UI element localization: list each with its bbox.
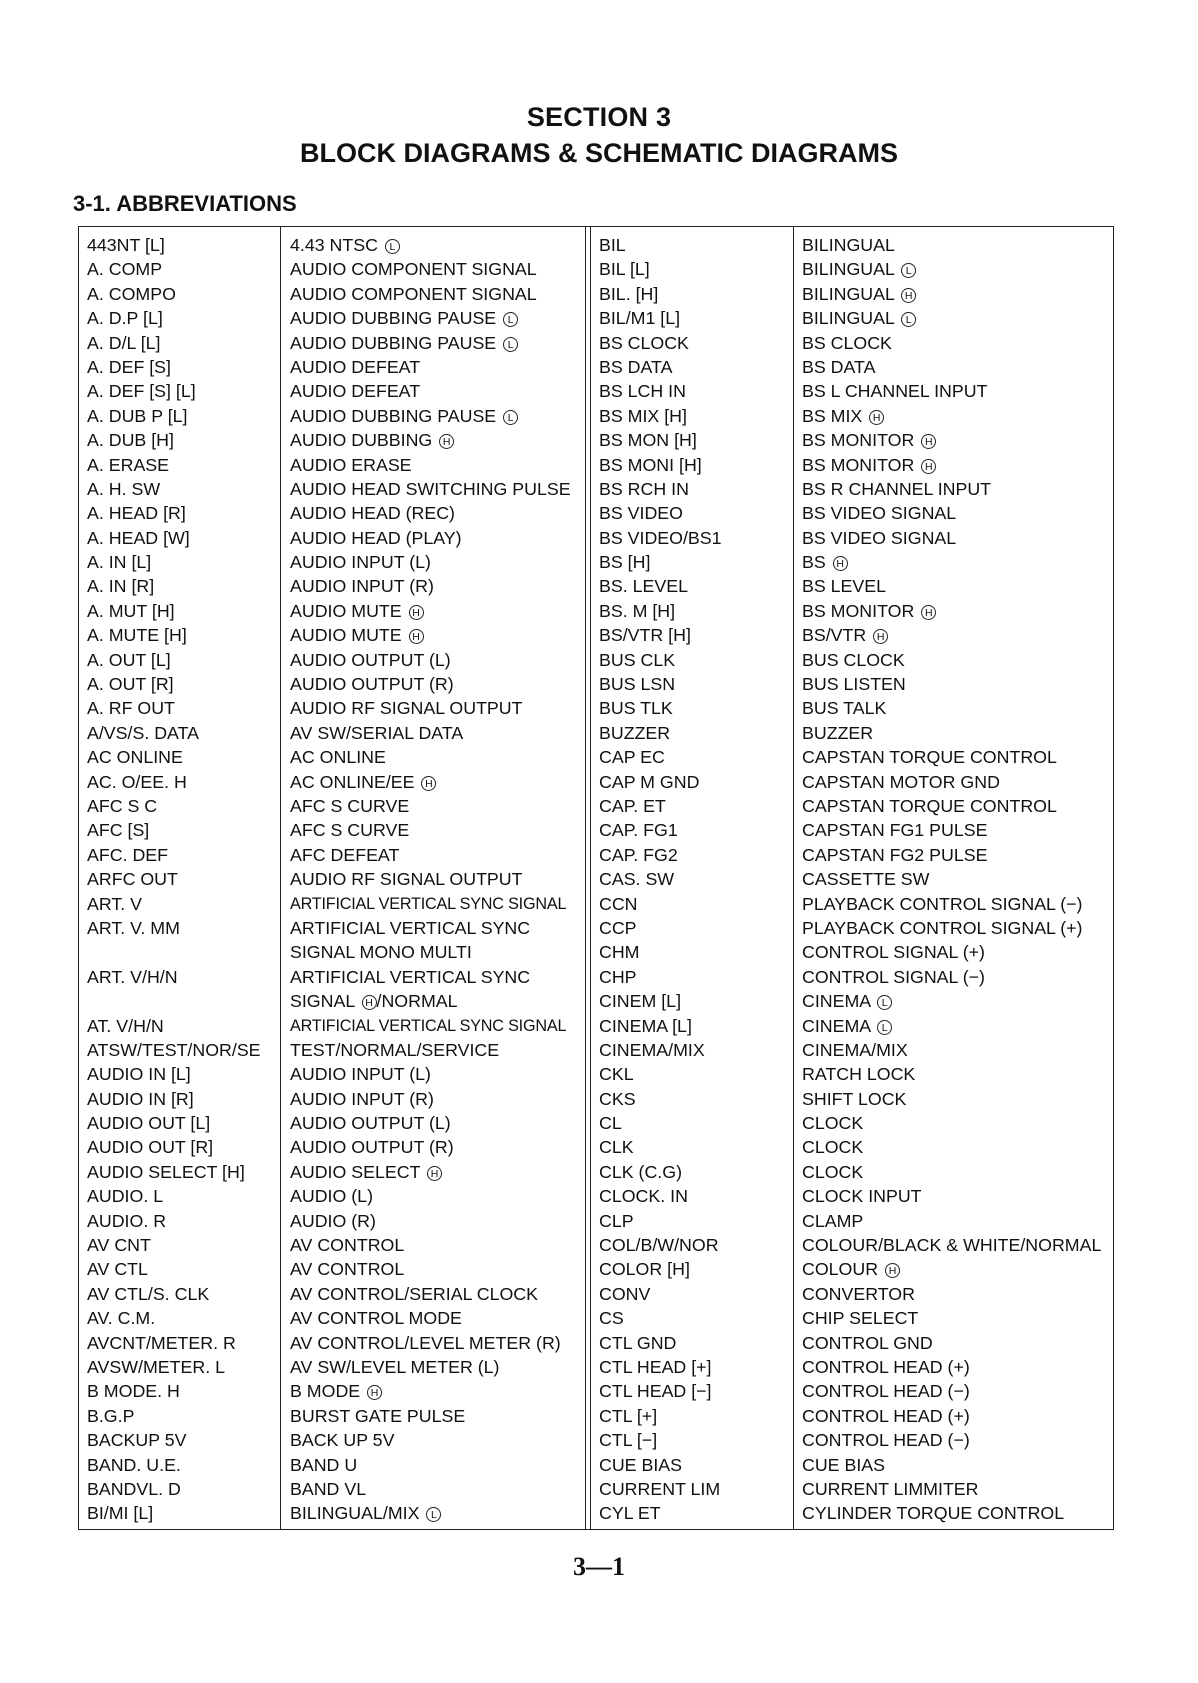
abbreviation-meaning: CONTROL HEAD (−) xyxy=(802,1381,970,1402)
abbreviation-term: AUDIO OUT [R] xyxy=(87,1137,214,1158)
abbreviation-meaning: CHIP SELECT xyxy=(802,1308,919,1329)
circled-h-icon: H xyxy=(362,995,377,1010)
abbreviation-term: AVSW/METER. L xyxy=(87,1356,225,1377)
abbreviation-term: BS VIDEO/BS1 xyxy=(599,527,722,548)
abbreviation-meaning: B MODE H xyxy=(290,1379,571,1403)
abbreviation-meaning: RATCH LOCK xyxy=(802,1064,916,1085)
abbreviation-term: 443NT [L] xyxy=(87,235,165,255)
abbreviation-term: CHP xyxy=(599,966,637,987)
page-number: 3—1 xyxy=(573,1552,625,1581)
abbreviation-meaning: BILINGUAL xyxy=(802,235,895,255)
abbreviation-meaning: AUDIO RF SIGNAL OUTPUT xyxy=(290,698,523,719)
circled-h-icon: H xyxy=(921,459,936,474)
abbreviation-meaning: AV CONTROL/LEVEL METER (R) xyxy=(290,1332,561,1353)
abbreviation-term: CTL [−] xyxy=(599,1430,658,1451)
abbreviation-meaning: 4.43 NTSC L xyxy=(290,233,571,257)
column-divider xyxy=(585,227,586,1529)
abbreviation-meaning: SIGNAL MONO MULTI xyxy=(290,942,472,963)
abbreviation-meaning: CONTROL HEAD (−) xyxy=(802,1430,970,1451)
abbreviation-term: A/VS/S. DATA xyxy=(87,722,199,743)
abbreviation-meaning: CLOCK xyxy=(802,1161,864,1182)
circled-h-icon: H xyxy=(421,776,436,791)
abbreviation-meaning: AUDIO OUTPUT (L) xyxy=(290,1113,451,1134)
abbreviation-term: A. OUT [L] xyxy=(87,649,171,670)
abbreviation-meaning: CASSETTE SW xyxy=(802,869,930,890)
abbreviation-term: CLK (C.G) xyxy=(599,1161,682,1182)
abbreviation-term: AUDIO IN [L] xyxy=(87,1064,191,1085)
abbreviation-meaning: SHIFT LOCK xyxy=(802,1088,907,1109)
abbreviation-term: CKL xyxy=(599,1064,634,1085)
abbreviation-term: A. H. SW xyxy=(87,478,161,499)
abbreviation-term: BS. LEVEL xyxy=(599,576,688,597)
abbreviation-term: ART. V. MM xyxy=(87,917,180,938)
abbreviation-meaning: CAPSTAN FG1 PULSE xyxy=(802,820,988,841)
circled-h-icon: H xyxy=(885,1263,900,1278)
abbreviation-meaning: BS VIDEO SIGNAL xyxy=(802,503,957,524)
abbreviation-term: AV CNT xyxy=(87,1235,151,1256)
abbreviation-meaning: CONTROL GND xyxy=(802,1332,933,1353)
abbreviation-term: A. DEF [S] xyxy=(87,356,171,377)
abbreviation-meaning: BURST GATE PULSE xyxy=(290,1405,466,1426)
abbreviation-term: AUDIO. R xyxy=(87,1210,167,1231)
abbreviation-term: AT. V/H/N xyxy=(87,1015,164,1036)
abbreviation-meaning: CINEMA L xyxy=(802,1014,1101,1038)
abbreviation-meaning: BAND VL xyxy=(290,1478,367,1499)
left-abbreviation-column xyxy=(87,233,261,1526)
abbreviation-meaning: AUDIO MUTE H xyxy=(290,623,571,647)
abbreviation-term: A. COMP xyxy=(87,259,163,280)
abbreviation-meaning: CONVERTOR xyxy=(802,1283,915,1304)
abbreviation-meaning: CONTROL SIGNAL (−) xyxy=(802,966,985,987)
abbreviation-term: CS xyxy=(599,1308,624,1329)
abbreviation-term: B MODE. H xyxy=(87,1381,180,1402)
abbreviation-meaning: AUDIO RF SIGNAL OUTPUT xyxy=(290,869,523,890)
circled-l-icon: L xyxy=(877,1020,892,1035)
abbreviation-meaning: CLAMP xyxy=(802,1210,864,1231)
circled-l-icon: L xyxy=(426,1507,441,1522)
abbreviation-meaning: AUDIO INPUT (L) xyxy=(290,552,431,573)
abbreviation-term: AUDIO. L xyxy=(87,1186,164,1207)
abbreviation-term: CURRENT LIM xyxy=(599,1478,721,1499)
abbreviation-meaning: ARTIFICIAL VERTICAL SYNC xyxy=(290,917,531,938)
abbreviation-term: AFC [S] xyxy=(87,820,150,841)
abbreviation-meaning: BILINGUAL H xyxy=(802,282,1101,306)
circled-h-icon: H xyxy=(409,605,424,620)
abbreviation-term: BIL [L] xyxy=(599,259,650,280)
abbreviation-meaning: BS DATA xyxy=(802,356,876,377)
abbreviation-term: BIL xyxy=(599,235,626,255)
abbreviation-meaning: SIGNAL H /NORMAL xyxy=(290,991,458,1012)
abbreviation-meaning: AC ONLINE/EE H xyxy=(290,770,571,794)
abbreviation-term: BS LCH IN xyxy=(599,381,686,402)
abbreviation-term: BI/MI [L] xyxy=(87,1503,154,1524)
abbreviation-meaning: AC ONLINE xyxy=(290,747,386,768)
abbreviation-term: CAP EC xyxy=(599,747,665,768)
abbreviation-term: CLP xyxy=(599,1210,634,1231)
column-divider xyxy=(793,227,794,1529)
abbreviation-term: A. D/L [L] xyxy=(87,332,161,353)
abbreviation-meaning: CLOCK xyxy=(802,1137,864,1158)
abbreviation-meaning: AV CONTROL MODE xyxy=(290,1308,462,1329)
right-meaning-column xyxy=(802,233,1101,1526)
abbreviation-term: CCP xyxy=(599,917,637,938)
abbreviation-term: CAP. ET xyxy=(599,795,666,816)
abbreviation-meaning: BILINGUAL L xyxy=(802,257,1101,281)
column-divider xyxy=(280,227,281,1529)
abbreviation-meaning: AUDIO ERASE xyxy=(290,454,412,475)
abbreviation-term: BS CLOCK xyxy=(599,332,689,353)
circled-h-icon: H xyxy=(921,605,936,620)
abbreviation-meaning: AUDIO HEAD (REC) xyxy=(290,503,455,524)
abbreviation-meaning: BILINGUAL L xyxy=(802,306,1101,330)
abbreviation-meaning: ARTIFICIAL VERTICAL SYNC xyxy=(290,966,531,987)
abbreviation-meaning: COLOUR H xyxy=(802,1257,1101,1281)
abbreviation-term: A. OUT [R] xyxy=(87,674,174,695)
abbreviation-term xyxy=(87,989,261,1013)
abbreviation-meaning: AUDIO DUBBING PAUSE L xyxy=(290,306,571,330)
abbreviation-meaning: AV CONTROL/SERIAL CLOCK xyxy=(290,1283,539,1304)
abbreviation-term: BS [H] xyxy=(599,552,651,573)
abbreviation-meaning: AFC S CURVE xyxy=(290,820,410,841)
abbreviation-term: BANDVL. D xyxy=(87,1478,181,1499)
abbreviation-term: ATSW/TEST/NOR/SE xyxy=(87,1039,261,1060)
abbreviation-term: AV CTL/S. CLK xyxy=(87,1283,210,1304)
abbreviation-term: A. IN [L] xyxy=(87,552,152,573)
abbreviation-meaning: CYLINDER TORQUE CONTROL xyxy=(802,1503,1065,1524)
abbreviations-heading: 3-1. ABBREVIATIONS xyxy=(73,191,297,216)
circled-l-icon: L xyxy=(901,263,916,278)
circled-h-icon: H xyxy=(873,629,888,644)
circled-l-icon: L xyxy=(503,312,518,327)
abbreviation-term: BUZZER xyxy=(599,722,671,743)
abbreviation-term: A. DUB [H] xyxy=(87,430,174,451)
abbreviation-meaning: AUDIO SELECT H xyxy=(290,1160,571,1184)
abbreviation-meaning: BAND U xyxy=(290,1454,358,1475)
abbreviation-term: B.G.P xyxy=(87,1405,135,1426)
abbreviation-meaning: CURRENT LIMMITER xyxy=(802,1478,979,1499)
abbreviation-term: CAP. FG2 xyxy=(599,844,678,865)
circled-h-icon: H xyxy=(367,1385,382,1400)
abbreviation-term: A. D.P [L] xyxy=(87,308,163,329)
abbreviation-meaning: AUDIO OUTPUT (L) xyxy=(290,649,451,670)
abbreviation-meaning: ARTIFICIAL VERTICAL SYNC SIGNAL xyxy=(290,894,567,913)
abbreviation-term: A. MUT [H] xyxy=(87,600,175,621)
abbreviation-meaning: AUDIO INPUT (R) xyxy=(290,576,434,597)
abbreviation-meaning: BS H xyxy=(802,550,1101,574)
page-title: BLOCK DIAGRAMS & SCHEMATIC DIAGRAMS xyxy=(300,138,898,168)
abbreviation-term: BACKUP 5V xyxy=(87,1430,187,1451)
abbreviation-term: A. HEAD [W] xyxy=(87,527,190,548)
circled-l-icon: L xyxy=(503,410,518,425)
abbreviation-term: BUS LSN xyxy=(599,674,676,695)
circled-h-icon: H xyxy=(901,288,916,303)
abbreviation-term: CINEMA [L] xyxy=(599,1015,692,1036)
abbreviation-meaning: BS L CHANNEL INPUT xyxy=(802,381,988,402)
abbreviation-meaning: CINEMA/MIX xyxy=(802,1039,908,1060)
abbreviation-meaning: AUDIO HEAD (PLAY) xyxy=(290,527,462,548)
abbreviation-term: A. ERASE xyxy=(87,454,170,475)
section-number: SECTION 3 xyxy=(526,102,672,132)
abbreviation-term xyxy=(87,940,261,964)
abbreviation-meaning: BS VIDEO SIGNAL xyxy=(802,527,957,548)
abbreviation-term: BS RCH IN xyxy=(599,478,689,499)
abbreviation-term: BS. M [H] xyxy=(599,600,676,621)
abbreviation-meaning: CONTROL SIGNAL (+) xyxy=(802,942,985,963)
abbreviation-term: COL/B/W/NOR xyxy=(599,1235,719,1256)
abbreviation-term: BS MONI [H] xyxy=(599,454,702,475)
abbreviation-term: AC. O/EE. H xyxy=(87,771,187,792)
circled-l-icon: L xyxy=(901,312,916,327)
abbreviation-term: CKS xyxy=(599,1088,636,1109)
abbreviation-term: CTL GND xyxy=(599,1332,677,1353)
abbreviation-meaning: BS CLOCK xyxy=(802,332,892,353)
abbreviation-meaning: TEST/NORMAL/SERVICE xyxy=(290,1039,500,1060)
abbreviation-term: BS DATA xyxy=(599,356,673,377)
abbreviation-term: A. IN [R] xyxy=(87,576,155,597)
abbreviation-meaning: CLOCK INPUT xyxy=(802,1186,922,1207)
abbreviation-term: CTL HEAD [−] xyxy=(599,1381,712,1402)
abbreviation-term: AVCNT/METER. R xyxy=(87,1332,236,1353)
abbreviation-meaning: AUDIO DUBBING H xyxy=(290,428,571,452)
abbreviation-meaning: BUS TALK xyxy=(802,698,887,719)
abbreviation-meaning: BS MONITOR H xyxy=(802,428,1101,452)
abbreviation-meaning: AUDIO DUBBING PAUSE L xyxy=(290,404,571,428)
abbreviation-meaning: BS MONITOR H xyxy=(802,453,1101,477)
circled-h-icon: H xyxy=(921,434,936,449)
abbreviation-meaning: AUDIO OUTPUT (R) xyxy=(290,1137,454,1158)
abbreviation-term: CTL HEAD [+] xyxy=(599,1356,712,1377)
abbreviation-meaning: CUE BIAS xyxy=(802,1454,886,1475)
circled-l-icon: L xyxy=(503,337,518,352)
abbreviation-meaning: AV SW/SERIAL DATA xyxy=(290,722,464,743)
abbreviation-term: BIL. [H] xyxy=(599,283,659,304)
abbreviation-meaning: CONTROL HEAD (+) xyxy=(802,1405,970,1426)
abbreviation-meaning: BS R CHANNEL INPUT xyxy=(802,478,992,499)
abbreviation-term: CCN xyxy=(599,893,638,914)
abbreviation-term: BS VIDEO xyxy=(599,503,683,524)
abbreviation-meaning: CINEMA L xyxy=(802,989,1101,1013)
abbreviation-meaning: AUDIO MUTE H xyxy=(290,599,571,623)
abbreviation-term: BS MIX [H] xyxy=(599,405,687,426)
abbreviation-meaning: AV CONTROL xyxy=(290,1259,405,1280)
abbreviation-term: A. MUTE [H] xyxy=(87,625,187,646)
abbreviation-term: AUDIO SELECT [H] xyxy=(87,1161,245,1182)
abbreviation-term: CINEMA/MIX xyxy=(599,1039,705,1060)
circled-h-icon: H xyxy=(427,1166,442,1181)
abbreviation-meaning: AUDIO (R) xyxy=(290,1210,376,1231)
circled-h-icon: H xyxy=(869,410,884,425)
abbreviation-term: AUDIO OUT [L] xyxy=(87,1113,211,1134)
abbreviation-meaning: AUDIO COMPONENT SIGNAL xyxy=(290,283,537,304)
abbreviation-term: CAP M GND xyxy=(599,771,700,792)
abbreviation-term: BUS TLK xyxy=(599,698,673,719)
abbreviation-term: CUE BIAS xyxy=(599,1454,683,1475)
abbreviation-meaning: BS/VTR H xyxy=(802,623,1101,647)
abbreviation-term: AFC. DEF xyxy=(87,844,169,865)
abbreviation-term: BAND. U.E. xyxy=(87,1454,181,1475)
circled-l-icon: L xyxy=(877,995,892,1010)
abbreviation-term: COLOR [H] xyxy=(599,1259,690,1280)
abbreviation-term: ART. V xyxy=(87,893,143,914)
abbreviation-meaning: AUDIO OUTPUT (R) xyxy=(290,674,454,695)
circled-h-icon: H xyxy=(409,629,424,644)
left-meaning-column xyxy=(290,233,571,1526)
abbreviation-meaning: BILINGUAL/MIX L xyxy=(290,1501,571,1525)
abbreviation-meaning: CLOCK xyxy=(802,1113,864,1134)
abbreviation-meaning: BS LEVEL xyxy=(802,576,887,597)
abbreviation-meaning: AFC S CURVE xyxy=(290,795,410,816)
abbreviation-term: CTL [+] xyxy=(599,1405,658,1426)
abbreviation-meaning: AUDIO COMPONENT SIGNAL xyxy=(290,259,537,280)
abbreviation-term: BIL/M1 [L] xyxy=(599,308,681,329)
abbreviation-term: A. HEAD [R] xyxy=(87,503,186,524)
abbreviation-meaning: AUDIO INPUT (L) xyxy=(290,1064,431,1085)
abbreviation-meaning: BACK UP 5V xyxy=(290,1430,395,1451)
abbreviation-term: A. RF OUT xyxy=(87,698,175,719)
abbreviation-meaning: CAPSTAN MOTOR GND xyxy=(802,771,1000,792)
abbreviations-table xyxy=(78,226,1114,1530)
abbreviation-term: ART. V/H/N xyxy=(87,966,178,987)
abbreviation-term: CHM xyxy=(599,942,640,963)
abbreviation-meaning: CAPSTAN TORQUE CONTROL xyxy=(802,747,1057,768)
abbreviation-meaning: BUS CLOCK xyxy=(802,649,905,670)
abbreviation-term: AC ONLINE xyxy=(87,747,183,768)
abbreviation-meaning: AUDIO DEFEAT xyxy=(290,381,421,402)
abbreviation-term: A. DEF [S] [L] xyxy=(87,381,196,402)
abbreviation-meaning: COLOUR/BLACK & WHITE/NORMAL xyxy=(802,1235,1102,1256)
abbreviation-term: CAP. FG1 xyxy=(599,820,678,841)
abbreviation-term: BS/VTR [H] xyxy=(599,625,691,646)
abbreviation-term: CYL ET xyxy=(599,1503,661,1524)
abbreviation-term: CLOCK. IN xyxy=(599,1186,688,1207)
abbreviation-term: BUS CLK xyxy=(599,649,676,670)
right-abbreviation-column xyxy=(599,233,722,1526)
abbreviation-term: AV CTL xyxy=(87,1259,148,1280)
abbreviation-meaning: BS MONITOR H xyxy=(802,599,1101,623)
abbreviation-meaning: ARTIFICIAL VERTICAL SYNC SIGNAL xyxy=(290,1016,567,1035)
circled-h-icon: H xyxy=(833,556,848,571)
abbreviation-meaning: AUDIO INPUT (R) xyxy=(290,1088,434,1109)
abbreviation-meaning: PLAYBACK CONTROL SIGNAL (−) xyxy=(802,893,1083,914)
abbreviation-term: A. COMPO xyxy=(87,283,176,304)
abbreviation-meaning: BUZZER xyxy=(802,722,874,743)
abbreviation-meaning: CAPSTAN TORQUE CONTROL xyxy=(802,795,1057,816)
abbreviation-term: CLK xyxy=(599,1137,634,1158)
abbreviation-meaning: AUDIO DEFEAT xyxy=(290,356,421,377)
abbreviation-term: ARFC OUT xyxy=(87,869,178,890)
abbreviation-term: AV. C.M. xyxy=(87,1308,156,1329)
abbreviation-meaning: AUDIO (L) xyxy=(290,1186,373,1207)
abbreviation-term: AUDIO IN [R] xyxy=(87,1088,194,1109)
abbreviation-meaning: BS MIX H xyxy=(802,404,1101,428)
abbreviation-term: AFC S C xyxy=(87,795,158,816)
abbreviation-meaning: AFC DEFEAT xyxy=(290,844,400,865)
abbreviation-term: CL xyxy=(599,1113,622,1134)
abbreviation-meaning: CAPSTAN FG2 PULSE xyxy=(802,844,988,865)
abbreviation-meaning: CONTROL HEAD (+) xyxy=(802,1356,970,1377)
abbreviation-meaning: AV SW/LEVEL METER (L) xyxy=(290,1356,500,1377)
abbreviation-term: CAS. SW xyxy=(599,869,675,890)
abbreviation-term: CONV xyxy=(599,1283,651,1304)
abbreviation-meaning: AV CONTROL xyxy=(290,1235,405,1256)
circled-l-icon: L xyxy=(385,239,400,254)
abbreviation-meaning: PLAYBACK CONTROL SIGNAL (+) xyxy=(802,917,1083,938)
abbreviation-meaning: AUDIO DUBBING PAUSE L xyxy=(290,331,571,355)
abbreviation-term: CINEM [L] xyxy=(599,991,682,1012)
column-divider xyxy=(590,227,591,1529)
circled-h-icon: H xyxy=(439,434,454,449)
abbreviation-term: A. DUB P [L] xyxy=(87,405,188,426)
abbreviation-meaning: BUS LISTEN xyxy=(802,674,906,695)
abbreviation-term: BS MON [H] xyxy=(599,430,697,451)
abbreviation-meaning: AUDIO HEAD SWITCHING PULSE xyxy=(290,478,571,499)
